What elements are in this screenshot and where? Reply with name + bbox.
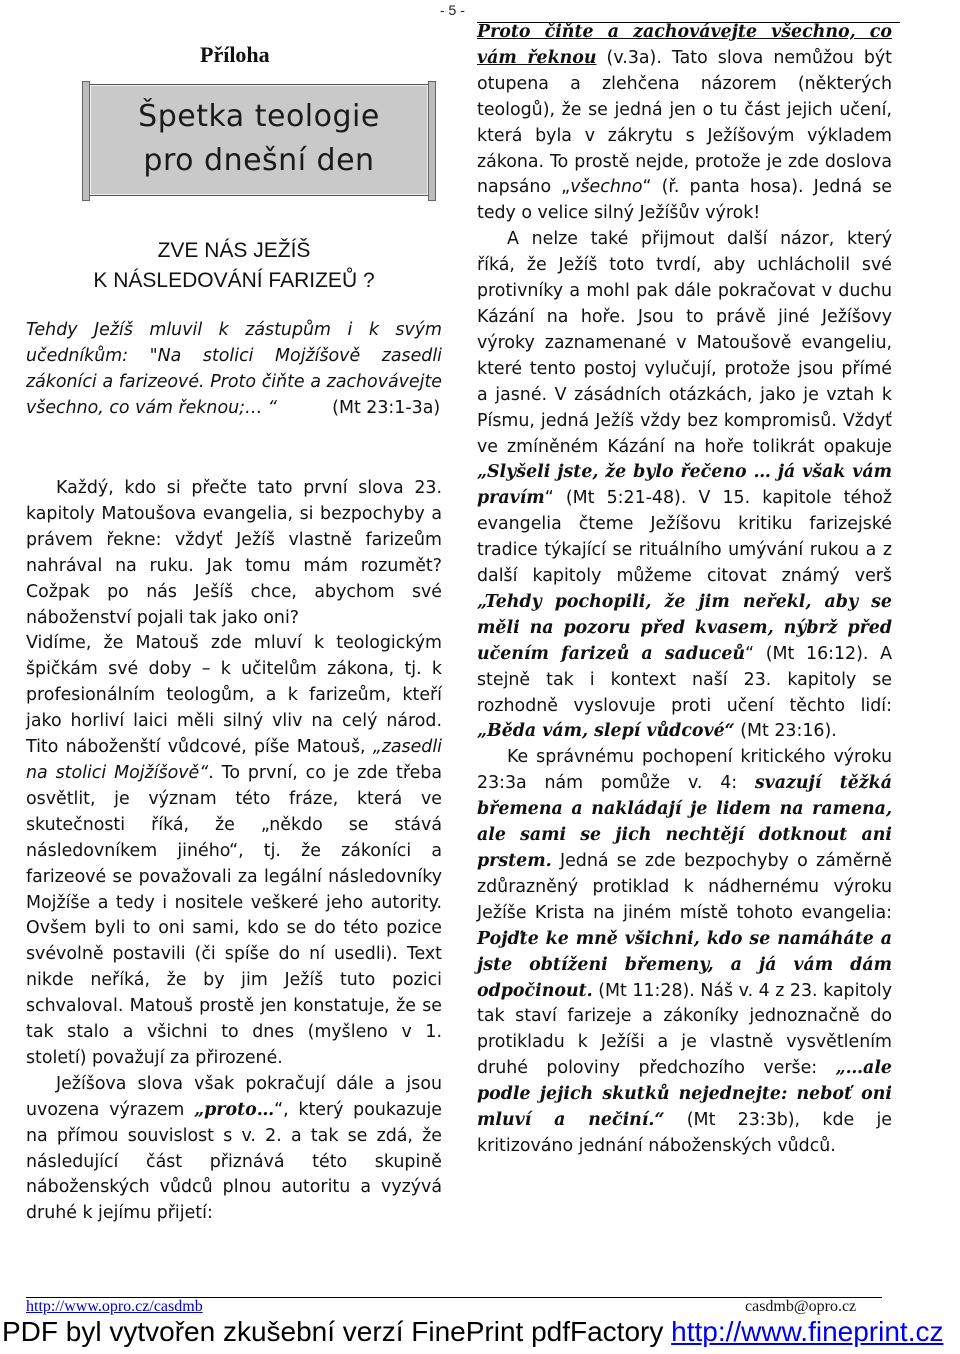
right-p3-emphasis-3: „…ale podle jejich skutků nejednejte: neboť oni mluví a nečiní.“	[477, 1058, 892, 1131]
right-p3-emphasis-1: svazují těžká břemena a nakládají je lidem na ramena, ale sami se jich nechtějí dotknout ani prstem.	[477, 773, 892, 871]
left-p2-text-b: . To první, co je zde třeba osvětlit, je význam této fráze, která ve skutečnosti říká, že „někdo se stává následovníkem jiného“, tj. že zákoníci a farizeové se považovali za legální následovníky Mojžíše a tedy i nositele veškeré jeho autority. Ovšem byli to oni sami, kdo se do této pozice svévolně postavili (či spíše do ní usedli). Text nikde neříká, že by jim Ježíš tuto pozici schvaloval. Matouš prostě jen konstatuje, že se tak stalo a všichni to dnes (myšleno v 1. století) považují za přirozené.	[26, 762, 442, 1068]
bible-quote	[26, 318, 442, 422]
left-paragraph-1: Každý, kdo si přečte tato první slova 23. kapitoly Matoušova evangelia, si bezpochyby a právem řekne: vždyť Ježíš vlastně farizeům nahrával na ruku. Jak tomu mám rozumět? Cožpak po nás Ješíš chce, abychom své náboženství pojali tak jako oni?	[26, 478, 442, 628]
article-headline	[26, 236, 442, 296]
banner-line-2: pro dnešní den	[143, 143, 375, 178]
left-p3-text-a: Ježíšova slova však pokračují dále a jsou uvozena výrazem	[26, 1073, 442, 1120]
appendix-label: Příloha	[200, 42, 270, 67]
left-p3-text-b: “, který poukazuje na přímou souvislost s v. 2. a tak se zdá, že následující část přiznává této skupině náboženských vůdců plnou autoritu a vyzývá druhé k jejímu přijetí:	[26, 1099, 442, 1224]
right-p3-text-b: Jedná se zde bezpochyby o záměrně zdůrazněný protiklad k nádhernému výroku Ježíše Krista na jiném místě tohoto evangelia:	[477, 851, 892, 923]
pdf-note-link[interactable]: http://www.fineprint.cz	[671, 1316, 944, 1347]
right-p1-emphasis: Proto čiňte a zachovávejte všechno, co vám řeknou	[477, 22, 892, 68]
right-p2-text-c: “ (Mt 16:12). A stejně tak i kontext naší 23. kapitoly se rozhodně vyslovuje proti učení těchto lidí:	[477, 643, 892, 716]
title-banner	[89, 84, 429, 196]
right-p3-text-c: (Mt 11:28). Náš v. 4 z 23. kapitoly tak staví farizeje a zákoníky jednoznačně do protikladu k Ježíši a je vlastně vysvětlením druhé poloviny předchozího verše:	[477, 980, 892, 1079]
right-paragraph-1	[477, 20, 892, 227]
headline-line-2: K NÁSLEDOVÁNÍ FARIZEŮ ?	[93, 269, 375, 292]
right-p3-emphasis-2: Pojďte ke mně všichni, kdo se namáháte a jste obtíženi břemeny, a já vám dám odpočinout.	[477, 928, 892, 1001]
right-p1-italic: všechno	[570, 177, 643, 198]
quote-text: Tehdy Ježíš mluvil k zástupům i k svým učedníkům: "Na stolici Mojžíšově zasedli zákoníci a farizeové. Proto čiňte a zachovávejte všechno, co vám řeknou;… “	[26, 320, 442, 418]
right-p1-text-b: “ (ř. panta hosa). Jedná se tedy o velice silný Ježíšův výrok!	[477, 177, 892, 224]
right-paragraph-2	[477, 227, 892, 745]
pdf-generator-note	[2, 1316, 943, 1348]
right-p2-text-a: A nelze také přijmout další názor, který říká, že Ježíš toto tvrdí, aby uchlácholil své protivníky a mohl pak dále pokračovat v duchu Kázání na hoře. Jsou to právě jiné Ježíšovy výroky zaznamenané v Matoušově evangeliu, které tento postoj vylučují, protože jsou přímé a jasné. V zásádních otázkách, jako je vztah k Písmu, jedná Ježíš vždy bez kompromisů. Vždyť ve zmíněném Kázání na hoře tolikrát opakuje	[477, 229, 892, 457]
banner-right-edge	[428, 81, 436, 201]
left-paragraph-3	[26, 1072, 442, 1227]
right-p2-text-d: (Mt 23:16).	[734, 721, 837, 742]
left-column-body	[26, 476, 442, 1227]
left-p2-emphasis: „zasedli na stolici Mojžíšově“	[26, 737, 442, 783]
right-p2-emphasis-1: „Slyšeli jste, že bylo řečeno … já však vám pravím	[477, 462, 892, 509]
left-paragraph-2	[26, 631, 442, 1071]
right-column-body	[477, 20, 892, 1160]
banner-line-1: Špetka teologie	[138, 99, 380, 134]
right-p3-text-d: (Mt 23:3b), kde je kritizováno jednání náboženských vůdců.	[477, 1110, 893, 1156]
left-p3-emphasis: „proto…	[194, 1099, 275, 1120]
pdf-note-text: PDF byl vytvořen zkušební verzí FinePrint pdfFactory	[2, 1316, 672, 1347]
right-p3-text-a: Ke správnému pochopení kritického výroku 23:3a nám pomůže v. 4:	[477, 747, 892, 794]
right-p2-emphasis-3: „Běda vám, slepí vůdcové“	[477, 721, 735, 742]
right-p2-emphasis-2: „Tehdy pochopili, že jim neřekl, aby se měli na pozoru před kvasem, nýbrž před učením farizeů a saduceů	[477, 591, 892, 664]
footer-website-link[interactable]: http://www.opro.cz/casdmb	[26, 1298, 203, 1315]
page-number: - 5 -	[440, 2, 465, 18]
headline-line-1: ZVE NÁS JEŽÍŠ	[157, 239, 311, 262]
footer-email: casdmb@opro.cz	[745, 1298, 857, 1315]
right-paragraph-3	[477, 745, 892, 1160]
right-p1-text-a: (v.3a). Tato slova nemůžou být otupena a zlehčena názorem (některých teologů), že se jedná jen o tu část jejich učení, která byla v zákrytu s Ježíšovým výkladem zákona. To prostě nejde, protože je zde doslova napsáno „	[477, 47, 892, 198]
left-p2-text-a: Vidíme, že Matouš zde mluví k teologickým špičkám své doby – k učitelům zákona, tj. k profesionálním teologům, a k farizeům, kteří jako horliví laici měli silný vliv na celý národ. Tito náboženští vůdcové, píše Matouš,	[26, 633, 442, 758]
right-p2-text-b: “ (Mt 5:21-48). V 15. kapitole téhož evangelia čteme Ježíšovu kritiku farizejské tradice týkající se rituálního umývání rukou a z další kapitoly můžeme citovat známý verš	[477, 488, 892, 587]
quote-reference: (Mt 23:1-3a)	[332, 397, 441, 418]
banner-left-edge	[82, 81, 90, 201]
